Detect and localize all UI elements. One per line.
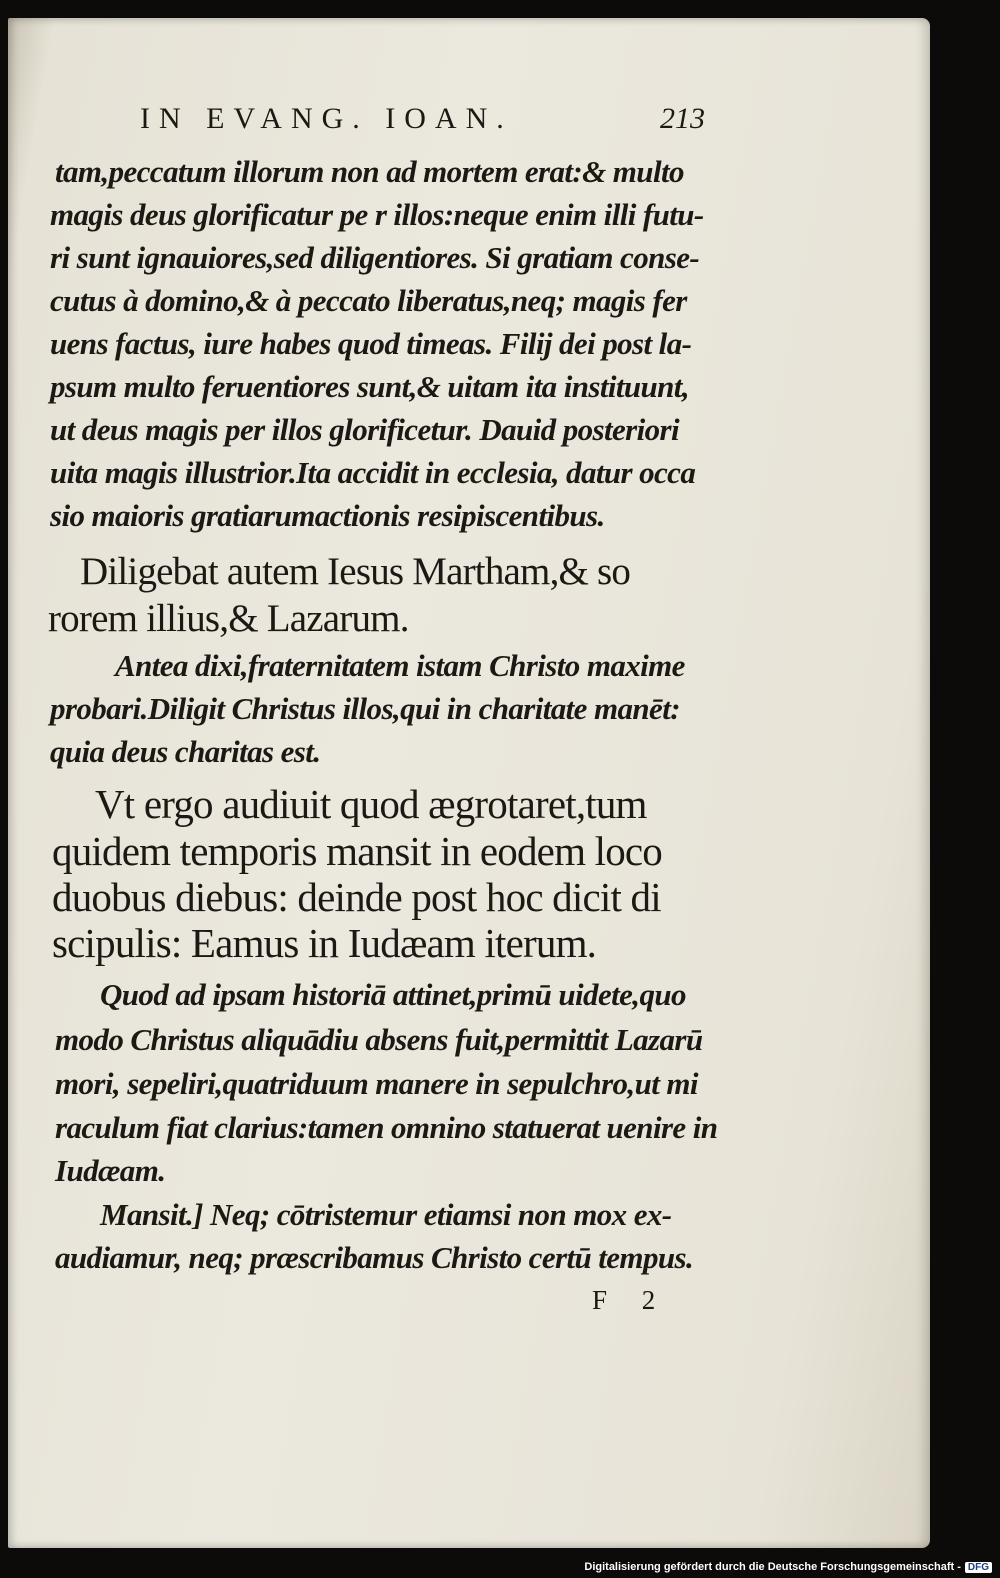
text-line: sio maioris gratiarumactionis resipiscentibus. — [50, 498, 605, 533]
verse-line: rorem illius,& Lazarum. — [48, 597, 409, 640]
text-line: ri sunt ignauiores,sed diligentiores. Si gratiam conse- — [50, 240, 700, 275]
text-line: modo Christus aliquādiu absens fuit,permittit Lazarū — [55, 1022, 703, 1057]
text-line: raculum fiat clarius:tamen omnino statuerat uenire in — [55, 1110, 718, 1145]
text-line: Mansit.] Neq; cōtristemur etiamsi non mox ex- — [100, 1197, 672, 1232]
verse-line: scipulis: Eamus in Iudæam iterum. — [52, 920, 597, 966]
dfg-logo: DFG — [965, 1562, 992, 1573]
verse-line: quidem temporis mansit in eodem loco — [52, 828, 663, 874]
text-line: uita magis illustrior.Ita accidit in ecclesia, datur occa — [50, 455, 696, 490]
page-number: 213 — [660, 102, 705, 135]
text-line: magis deus glorificatur pe r illos:neque enim illi futu- — [50, 197, 704, 232]
text-line: audiamur, neq; præscribamus Christo certū tempus. — [55, 1240, 694, 1275]
signature-mark: F 2 — [592, 1285, 670, 1315]
text-line: tam,peccatum illorum non ad mortem erat:& multo — [55, 154, 684, 189]
digitization-credit — [584, 1558, 992, 1576]
text-line: cutus à domino,& à peccato liberatus,neq; magis fer — [50, 283, 687, 318]
text-line: Quod ad ipsam historiā attinet,primū uidete,quo — [100, 977, 686, 1012]
text-line: ut deus magis per illos glorificetur. Dauid posteriori — [50, 412, 680, 447]
text-line: quia deus charitas est. — [50, 734, 321, 769]
running-title: IN EVANG. IOAN. — [140, 102, 513, 135]
text-line: Iudæam. — [55, 1153, 166, 1188]
credit-text: Digitalisierung gefördert durch die Deutsche Forschungsgemeinschaft - — [584, 1561, 961, 1573]
verse-line: Diligebat autem Iesus Martham,& so — [80, 550, 631, 593]
text-line: mori, sepeliri,quatriduum manere in sepulchro,ut mi — [55, 1066, 698, 1101]
text-line: uens factus, iure habes quod timeas. Filij dei post la- — [50, 326, 692, 361]
verse-line: duobus diebus: deinde post hoc dicit di — [52, 874, 661, 920]
text-line: Antea dixi,fraternitatem istam Christo maxime — [115, 648, 685, 683]
verse-line: Vt ergo audiuit quod ægrotaret,tum — [95, 781, 647, 827]
text-line: probari.Diligit Christus illos,qui in charitate manēt: — [50, 691, 680, 726]
text-line: psum multo feruentiores sunt,& uitam ita instituunt, — [50, 369, 689, 404]
